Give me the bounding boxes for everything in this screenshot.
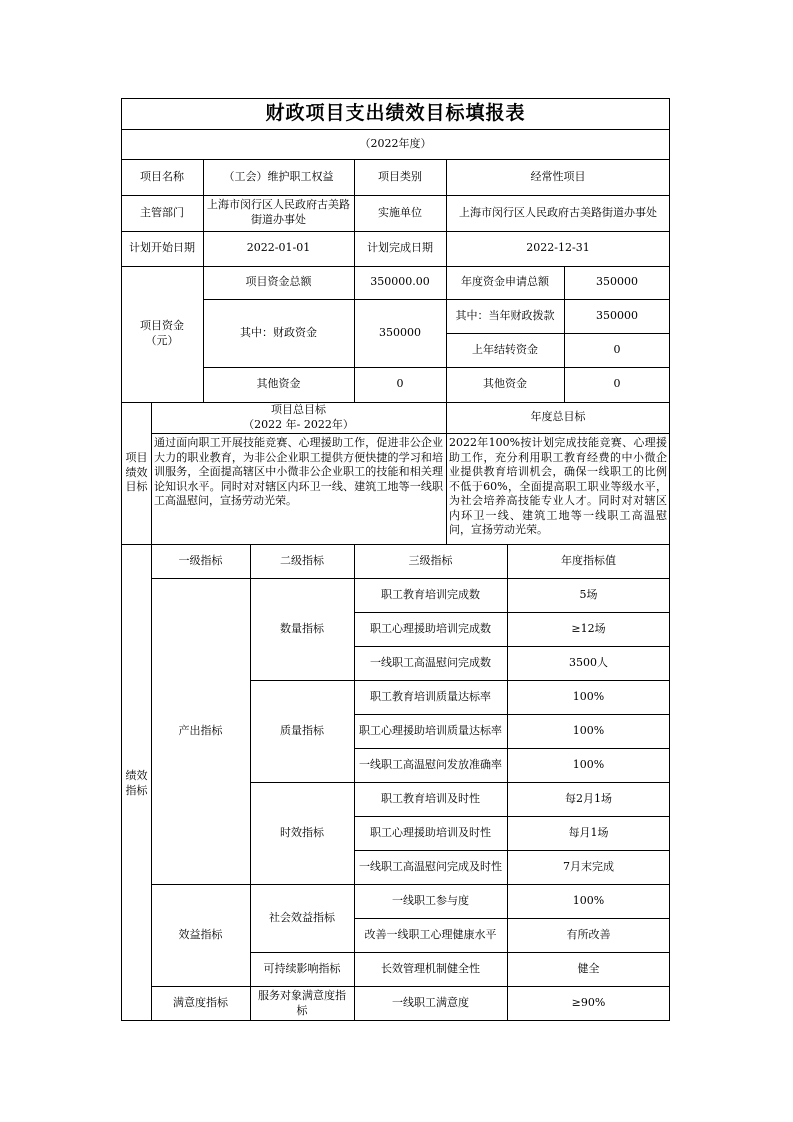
- indicator-value: 健全: [577, 961, 600, 975]
- project-name-label: 项目名称: [140, 169, 184, 183]
- project-type-label: 项目类别: [378, 169, 422, 183]
- level2-timeliness: 时效指标: [280, 825, 324, 839]
- current-allocation-value: 350000: [596, 308, 638, 322]
- header-annual-value: 年度指标值: [561, 553, 616, 567]
- indicator-value: 3500人: [569, 655, 608, 669]
- level2-service: 服务对象满意度指标: [258, 988, 346, 1017]
- impl-unit-value: 上海市闵行区人民政府古美路街道办事处: [459, 205, 657, 219]
- dept-label: 主管部门: [140, 205, 184, 219]
- start-date-value: 2022-01-01: [246, 241, 311, 255]
- project-name-value: （工会）维护职工权益: [223, 169, 334, 183]
- end-date-value: 2022-12-31: [526, 241, 590, 255]
- dept-value: 上海市闵行区人民政府古美路街道办事处: [207, 198, 350, 226]
- indicator-value: 有所改善: [566, 927, 611, 941]
- indicator-value: ≥90%: [571, 996, 606, 1010]
- other-funds-value: 0: [396, 377, 404, 391]
- header-level2: 二级指标: [280, 553, 324, 567]
- level1-output: 产出指标: [178, 723, 223, 737]
- project-type-value: 经常性项目: [530, 169, 586, 183]
- indicator-name: 职工教育培训质量达标率: [370, 689, 491, 703]
- indicator-value: 100%: [572, 893, 605, 907]
- indicator-name: 长效管理机制健全性: [381, 961, 480, 975]
- indicator-name: 一线职工高温慰问完成及时性: [359, 859, 502, 873]
- indicator-name: 一线职工参与度: [392, 893, 469, 907]
- other-funds-value-2: 0: [613, 377, 621, 391]
- level2-sustain: 可持续影响指标: [263, 961, 341, 975]
- carryover-label: 上年结转资金: [472, 342, 538, 356]
- performance-target-form: [121, 98, 670, 1021]
- indicator-name: 职工心理援助培训及时性: [370, 825, 491, 839]
- annual-goal-header: 年度总目标: [530, 410, 586, 424]
- other-funds-label: 其他资金: [256, 377, 301, 391]
- indicator-name: 职工教育培训完成数: [381, 587, 480, 601]
- level2-social: 社会效益指标: [269, 910, 335, 924]
- indicator-value: 5场: [579, 587, 598, 601]
- indicator-name: 一线职工高温慰问发放准确率: [359, 757, 502, 771]
- other-funds-label-2: 其他资金: [483, 377, 527, 391]
- indicator-value: 100%: [572, 723, 605, 737]
- indicator-value: ≥12场: [571, 621, 606, 635]
- fiscal-funds-value: 350000: [379, 325, 421, 339]
- indicator-name: 一线职工满意度: [392, 996, 469, 1010]
- indicator-name: 改善一线职工心理健康水平: [364, 927, 497, 941]
- impl-unit-label: 实施单位: [378, 205, 422, 219]
- annual-goal-text: 2022年100%按计划完成技能竞赛、心理援助工作，充分利用职工教育经费的中小微企业提供教育培训机会，确保一线职工的比例不低于60%，全面提高职工职业等级水平，为社会培养高技能专业人才。同时对对辖区内环卫一线、建筑工地等一线职工高温慰问，宣扬劳动光荣。: [449, 436, 667, 536]
- goals-label: 项目绩效目标: [125, 450, 148, 494]
- indicator-value: 7月末完成: [563, 859, 614, 873]
- total-goal-text: 通过面向职工开展技能竞赛、心理援助工作，促进非公企业大力的职业教育，为非公企业职工提供方便快捷的学习和培训服务，全面提高辖区中小微非公企业职工的技能和相关理论知识水平。同时对对辖区内环卫一线、建筑工地等一线职工高温慰问，宣扬劳动光荣。: [154, 436, 443, 507]
- level1-benefit: 效益指标: [178, 927, 223, 941]
- level2-quality: 质量指标: [280, 723, 324, 737]
- funds-total-value: 350000.00: [370, 275, 430, 289]
- current-allocation-label: 其中：当年财政拨款: [455, 308, 555, 322]
- header-level3: 三级指标: [408, 553, 453, 567]
- indicator-name: 职工心理援助培训质量达标率: [359, 723, 502, 737]
- level1-satisfaction: 满意度指标: [173, 996, 228, 1010]
- fiscal-funds-label: 其中：财政资金: [240, 325, 317, 339]
- form-title: 财政项目支出绩效目标填报表: [265, 101, 526, 124]
- indicator-name: 一线职工高温慰问完成数: [370, 655, 491, 669]
- start-date-label: 计划开始日期: [129, 241, 195, 255]
- funds-total-label: 项目资金总额: [245, 275, 312, 289]
- carryover-value: 0: [613, 342, 621, 356]
- indicator-value: 100%: [572, 757, 605, 771]
- total-goal-period: （2022 年- 2022年）: [243, 417, 354, 431]
- header-level1: 一级指标: [178, 553, 223, 567]
- funds-annual-value: 350000: [596, 275, 638, 289]
- year-note: （2022年度）: [359, 136, 432, 150]
- indicators-label: 绩效指标: [125, 769, 148, 797]
- funds-label: 项目资金（元）: [140, 319, 184, 347]
- indicator-value: 每月1场: [568, 825, 609, 839]
- end-date-label: 计划完成日期: [367, 241, 433, 255]
- indicator-name: 职工心理援助培训完成数: [370, 621, 491, 635]
- funds-annual-label: 年度资金申请总额: [461, 275, 549, 289]
- total-goal-header: 项目总目标: [271, 403, 326, 417]
- indicator-name: 职工教育培训及时性: [381, 791, 480, 805]
- level2-quantity: 数量指标: [280, 621, 324, 635]
- indicator-value: 100%: [572, 689, 605, 703]
- indicator-value: 每2月1场: [565, 791, 612, 805]
